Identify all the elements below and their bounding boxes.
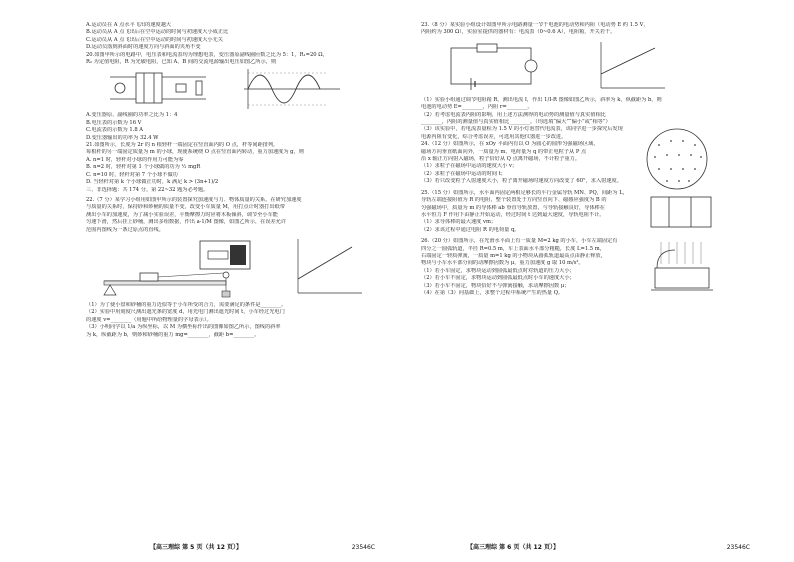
text-line: （2）若考虑电流表内阻的影响，用上述方法测得的电动势的测量值与真实值相比 xyxy=(421,111,606,118)
text-line: 23.（8 分）某实验小组设计如图甲所示电路测量一节干电池的电动势和内阻（电动势 E 约 1.5 V， xyxy=(421,22,649,28)
text-line: 与质量的关系时，保持砂和砂桶的质量不变，改变小车质量 M，用打点计时器打出纸带 xyxy=(86,204,285,211)
text-line: （1）实验小组通过调节电阻箱 R，测出电流 I，作出 1/I-R 图像如图乙所示，斜率为 k，纵截距为 b，则 xyxy=(421,96,662,103)
text-line: 24.（12 分）如图所示，在 xOy 平面内有以 O 为圆心的圆形匀强磁场区域， xyxy=(421,141,599,148)
text-line: B.运动员从 A 点飞出后在空中运动的时间与初速度大小成正比 xyxy=(86,29,229,36)
photogate-detail xyxy=(196,235,266,275)
magnetic-field-circle xyxy=(637,121,716,199)
inverse-accel-graph xyxy=(286,235,366,299)
text-line: B. n=2 时，轻杆对第 1 个小球做的功为 ½ mgR xyxy=(86,164,201,171)
text-line: （3）该实验中，若电流表量程为 1.5 V 的小灯泡替代电流表，该同学进一步探究后发现 xyxy=(421,126,623,133)
rails-field-diagram xyxy=(647,191,716,235)
right-page xyxy=(397,0,794,562)
right-footer-title: 【高三理综 第 6 页（共 12 页）】 xyxy=(467,544,559,551)
text-line: 20.如图甲所示的电路中，电压表和电流表均为理想电表，变压器原副线圈匝数之比为 5：1，R₁=20 Ω， xyxy=(86,51,328,58)
left-top-text xyxy=(86,22,383,66)
text-line: 电源内阻有变化，综合考虑误差，可选用其他仪器进一步改进。 xyxy=(421,133,567,140)
text-line: 内阻约为 300 Ω），实验室提供的器材有：电流表（0~0.6 A），电阻箱，开关若干。 xyxy=(421,29,616,36)
text-line: 每根杆的另一端固定质量为 m 的小球，现使系统绕 O 点在竖直面内转动，重力加速度为 g，则 xyxy=(86,149,304,156)
right-column xyxy=(421,22,716,536)
text-line: 沿 x 轴正方向射入磁场，粒子恰好从 Q 点离开磁场，不计粒子重力。 xyxy=(421,156,581,163)
text-line: 匀速下滑，然后挂上砂桶，测出多组数据，作出 a-1/M 图像，如图乙所示，在误差允许 xyxy=(86,219,287,226)
text-line: （2）实验中用刻度尺测出遮光条的宽度 d，用光电门测出遮光时间 t，小车经过光电门 xyxy=(86,309,285,316)
text-line: D. 当轻杆对第 k 个小球做正功时，k 满足 k > (3n+1)/2 xyxy=(86,179,219,186)
text-line: C.电流表的示数为 1.8 A xyxy=(86,127,144,134)
text-line: （3）若只改变粒子入射速度大小，粒子离开磁场时速度方向改变了 60°，求入射速度。 xyxy=(421,178,622,185)
text-line: （3）若小车不固定，物块恰好不与弹簧接触，求动摩擦因数 μ； xyxy=(421,282,570,289)
text-line: 四分之一圆弧轨道，半径 R=0.5 m，车上表面水平部分粗糙，长度 L=1.5 m， xyxy=(421,245,605,252)
text-line: （1）若小车固定，求物块运动到圆弧最低点时对轨道的压力大小； xyxy=(421,267,575,274)
left-top-text-2 xyxy=(86,112,383,193)
transformer-circuit-diagram xyxy=(106,67,226,111)
text-line: 22.（7 分）某学习小组用如图甲所示的装置探究加速度与力、物体质量的关系。在研究加速度 xyxy=(86,196,302,203)
text-line: 三、非选择题：共 174 分。第 22~32 题为必考题。 xyxy=(86,186,209,193)
text-line: （1）求粒子在磁场中运动的速度大小 v； xyxy=(421,163,518,170)
q20-figures xyxy=(86,67,383,111)
text-line: 右端固定一轻质弹簧，一质量 m=1 kg 的小物块从圆弧轨道最高点由静止释放， xyxy=(421,252,606,259)
text-line: 磁场方向垂直纸面向外，一质量为 m、电荷量为 q 的带正电粒子从 P 点 xyxy=(421,148,587,155)
text-line: D.变压器输出的功率为 32.4 W xyxy=(86,134,159,141)
right-footer-code: 23546C xyxy=(726,544,750,551)
battery-circuit-diagram xyxy=(441,38,561,94)
text-line: （2）求该过程中通过电阻 R 的电荷量 q。 xyxy=(421,226,520,233)
left-column xyxy=(86,22,383,536)
left-footer-title: 【高三理综 第 5 页（共 12 页）】 xyxy=(150,544,242,551)
text-line: 水平恒力 F 作用下由静止开始运动，经过时间 t 达到最大速度，导轨电阻不计。 xyxy=(421,211,605,218)
text-line: 物块与小车水平部分间的动摩擦因数为 μ，重力加速度 g 取 10 m/s²。 xyxy=(421,260,584,267)
text-line: B.电压表的示数为 16 V xyxy=(86,119,142,126)
text-line: （4）在第（3）问基础上，求整个过程中系统产生的热量 Q。 xyxy=(421,289,564,296)
linear-graph xyxy=(591,38,671,94)
text-line: ________，内阻的测量值与真实值相比________。（均选填“偏大”“偏小”或“相等”） xyxy=(421,119,611,126)
text-line: （1）求导体棒的最大速度 vm； xyxy=(421,219,497,226)
text-line: 匀强磁场中，质量为 m 的导体棒 ab 垂直导轨放置，与导轨接触良好，导体棒在 xyxy=(421,204,605,211)
left-footer-code: 23546C xyxy=(351,544,375,551)
left-mid-text xyxy=(86,197,383,234)
text-line: A. n=1 时，轻杆对小球的作用力可能为零 xyxy=(86,156,184,163)
text-line: D.运动员落到斜面时的速度方向与斜面的夹角不变 xyxy=(86,44,201,51)
text-line: 范围内图线为一条过原点的直线。 xyxy=(86,226,164,233)
text-line: 21.如图所示，长度为 2r 的 n 根轻杆一端固定在竖直面内的 O 点，杆等间距排列， xyxy=(86,142,279,149)
text-line: C. n=10 时，轻杆对第 7 个小球不做功 xyxy=(86,171,178,178)
text-line: 为 k，纵截距为 b，则砂和砂桶的重力 mg=________，截距 b=________。 xyxy=(86,331,260,338)
text-line: （2）若小车不固定，求物块运动到圆弧最低点时小车的速度大小； xyxy=(421,275,575,282)
text-line: A.变压器原、副线圈的功率之比为 1：4 xyxy=(86,112,178,119)
sine-voltage-graph xyxy=(236,67,346,111)
text-line: （1）为了使小盘和砂桶的重力近似等于小车所受的合力，需要满足的条件是________。 xyxy=(86,301,287,308)
q23-figures xyxy=(421,38,716,96)
text-line: 测出小车的加速度，为了减小实验误差，平衡摩擦力时应将木板倾斜，调节至小车能 xyxy=(86,211,278,218)
text-line: R₂ 为定值电阻，R 为光敏电阻，已知 A、B 间的交流电源输出电压如图乙所示，则 xyxy=(86,59,277,66)
text-line: （3）小明同学以 1/a 为纵坐标，以 M 为横坐标作出的图像如图乙所示，图线的斜率 xyxy=(86,324,281,331)
text-line: 26.（20 分）如图所示，在光滑水平面上有一质量 M=2 kg 的小车，小车左端固定有 xyxy=(421,238,618,245)
text-line: 的速度 v=________（用题中所给物理量的字母表示）。 xyxy=(86,316,212,323)
text-line: A.运动员在 A 点水平飞出的速度越大 xyxy=(86,22,172,28)
text-line: 25.（15 分）如图所示，水平面内固定两根足够长的平行金属导轨 MN、PQ，间距为 L， xyxy=(421,189,628,196)
left-bottom-text xyxy=(86,302,383,339)
q22-figures xyxy=(86,235,383,301)
text-line: （2）求粒子在磁场中运动的时间 t； xyxy=(421,170,506,177)
right-top-text xyxy=(421,22,716,37)
cart-arc-diagram xyxy=(647,238,716,296)
text-line: 导轨左端连接阻值为 R 的电阻，整个装置处于方向竖直向下、磁感应强度为 B 的 xyxy=(421,197,607,204)
text-line: 电池的电动势 E=________，内阻 r=________。 xyxy=(421,104,533,111)
text-line: C.运动员从 A 点飞出后在空中运动的时间与初速度大小无关 xyxy=(86,36,223,43)
